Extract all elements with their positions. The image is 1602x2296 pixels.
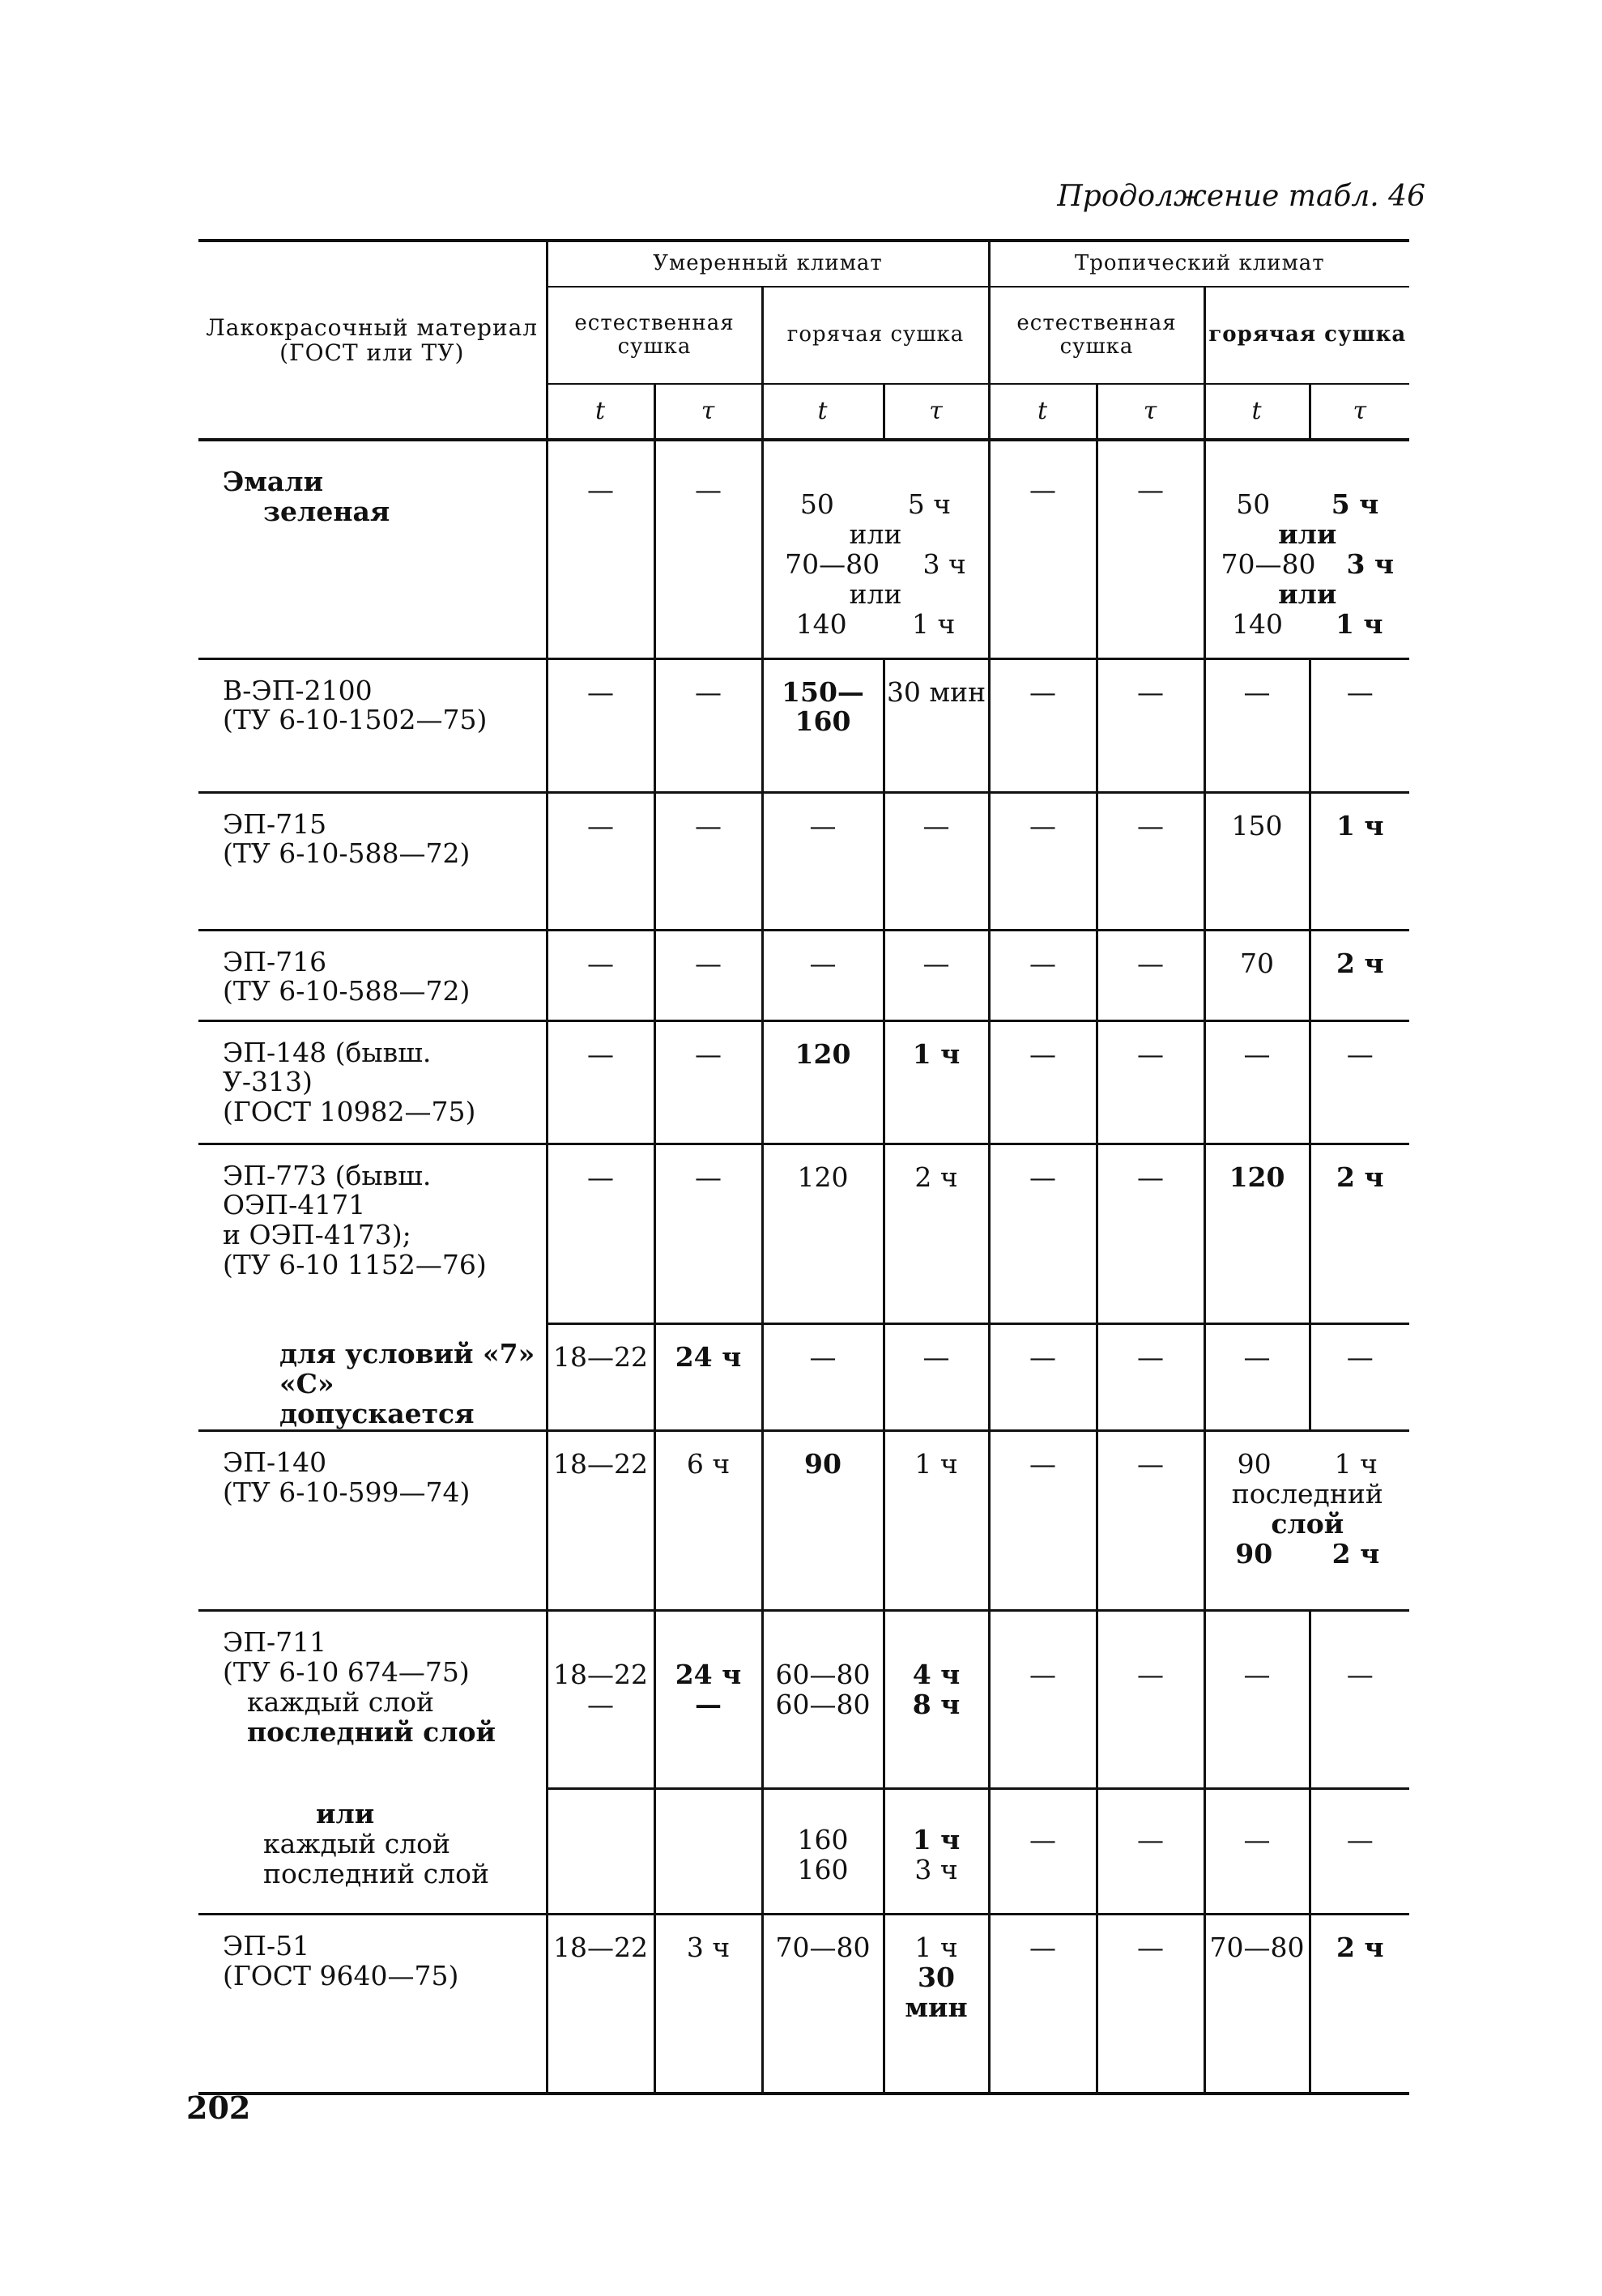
material-name: У-313)	[223, 1066, 313, 1098]
or-note: или	[849, 577, 902, 610]
table-row	[198, 1430, 1409, 1610]
table-row	[198, 1914, 1409, 2094]
cell: —	[547, 1144, 654, 1323]
cell: —	[989, 1788, 1097, 1914]
cell: 3 ч	[654, 1914, 762, 2094]
header-tau: τ	[654, 384, 762, 440]
cell: 140	[795, 607, 847, 640]
cell: 18—22	[547, 1430, 654, 1610]
cell: —	[1310, 1610, 1409, 1788]
cell: 18—22	[553, 1658, 648, 1690]
cell: —	[654, 658, 762, 792]
material-note: или	[316, 1798, 375, 1830]
cell: 90	[1235, 1537, 1273, 1570]
material-name: ОЭП-4171	[223, 1189, 366, 1221]
material-name: ЭП-773 (бывш.	[223, 1159, 432, 1191]
cell: 160	[797, 1823, 849, 1855]
header-tau: τ	[884, 384, 989, 440]
cell: —	[762, 930, 884, 1020]
cell: —	[989, 930, 1097, 1020]
cell: —	[989, 1610, 1097, 1788]
cell: —	[762, 792, 884, 930]
cell: —	[989, 440, 1097, 658]
cell: —	[654, 440, 762, 658]
material-name: (ГОСТ 9640—75)	[223, 1959, 459, 1991]
table-row	[198, 658, 1409, 792]
cell: —	[1097, 930, 1204, 1020]
cell: 6 ч	[654, 1430, 762, 1610]
cell: 140	[1232, 607, 1283, 640]
cell: —	[547, 930, 654, 1020]
layer-note: слой	[1271, 1507, 1344, 1540]
material-name: последний слой	[247, 1715, 496, 1748]
header-t: t	[989, 384, 1097, 440]
cell: —	[1097, 1788, 1204, 1914]
table-caption: Продолжение табл. 46	[1057, 180, 1425, 213]
material-name: (ТУ 6-10 674—75)	[223, 1655, 470, 1688]
cell: 1 ч	[912, 607, 956, 640]
cell: —	[1204, 1788, 1310, 1914]
cell: 1 ч	[1335, 607, 1383, 640]
material-name: (ТУ 6-10-599—74)	[223, 1476, 471, 1508]
cell: 120	[762, 1144, 884, 1323]
table-row	[198, 1610, 1409, 1788]
table-row	[198, 792, 1409, 930]
cell: 160	[797, 1853, 849, 1885]
table-row	[198, 1788, 1409, 1914]
material-name: (ГОСТ 10982—75)	[223, 1096, 476, 1128]
cell: 150	[1204, 792, 1310, 930]
material-name: (ТУ 6-10-588—72)	[223, 837, 471, 870]
cell: —	[547, 792, 654, 930]
material-note: для условий «7»	[279, 1338, 535, 1370]
cell: —	[1310, 658, 1409, 792]
cell: 70—80	[1221, 547, 1316, 580]
cell: —	[654, 792, 762, 930]
material-name: ЭП-51	[223, 1929, 310, 1962]
table-row	[198, 1020, 1409, 1144]
material-name: Эмали	[223, 466, 324, 497]
cell: —	[1097, 1020, 1204, 1144]
cell: 90	[1237, 1447, 1272, 1480]
cell: —	[1097, 1610, 1204, 1788]
header-material: Лакокрасочный материал (ГОСТ или ТУ)	[198, 241, 547, 440]
cell: 70	[1204, 930, 1310, 1020]
cell: —	[1204, 1020, 1310, 1144]
cell: —	[989, 658, 1097, 792]
cell: 5 ч	[907, 488, 952, 520]
cell: —	[1097, 440, 1204, 658]
cell: —	[884, 930, 989, 1020]
table-row	[198, 1323, 1409, 1430]
cell: —	[989, 1144, 1097, 1323]
cell: 2 ч	[1331, 1537, 1380, 1570]
cell: —	[884, 1323, 989, 1430]
cell: —	[989, 792, 1097, 930]
material-name: и ОЭП-4173);	[223, 1219, 411, 1251]
cell: 24 ч	[654, 1323, 762, 1430]
material-note: последний слой	[263, 1858, 489, 1890]
material-name: ЭП-715	[223, 807, 327, 840]
cell: —	[1097, 1323, 1204, 1430]
cell: —	[989, 1914, 1097, 2094]
cell: 18—22	[547, 1914, 654, 2094]
cell: 3 ч	[914, 1853, 958, 1885]
cell: 1 ч	[884, 1430, 989, 1610]
layer-note: последний	[1231, 1477, 1383, 1510]
or-note: или	[1278, 577, 1337, 610]
material-name: ЭП-711	[223, 1625, 327, 1658]
header-climate-moderate: Умеренный климат	[547, 241, 989, 287]
cell: —	[1204, 1610, 1310, 1788]
cell: —	[989, 1020, 1097, 1144]
material-name: каждый слой	[247, 1685, 435, 1718]
header-t: t	[1204, 384, 1310, 440]
cell: —	[1310, 1020, 1409, 1144]
cell: 1 ч	[914, 1931, 958, 1963]
cell: —	[1097, 1144, 1204, 1323]
cell: 2 ч	[884, 1144, 989, 1323]
cell: —	[654, 1020, 762, 1144]
cell: 50	[799, 488, 834, 520]
cell: —	[587, 1688, 614, 1720]
material-name: (ТУ 6-10-588—72)	[223, 975, 471, 1007]
header-hot-drying-moderate: горячая сушка	[762, 287, 989, 384]
cell: —	[654, 930, 762, 1020]
cell: 18—22	[547, 1323, 654, 1430]
cell: 2 ч	[1310, 1914, 1409, 2094]
cell: 1 ч	[1310, 792, 1409, 930]
header-hot-drying-tropical: горячая сушка	[1204, 287, 1409, 384]
cell: 90	[762, 1430, 884, 1610]
cell: 4 ч	[912, 1658, 961, 1690]
material-name: ЭП-716	[223, 945, 327, 978]
cell: 1 ч	[912, 1823, 961, 1855]
cell: 70—80	[762, 1914, 884, 2094]
material-name: В-ЭП-2100	[223, 674, 373, 706]
header-tau: τ	[1310, 384, 1409, 440]
table-row	[198, 930, 1409, 1020]
cell: 70—80	[785, 547, 880, 580]
drying-modes-table	[198, 239, 1409, 2095]
cell: —	[989, 1430, 1097, 1610]
table-row	[198, 1144, 1409, 1323]
or-note: или	[1278, 518, 1337, 550]
cell: 60—80	[775, 1688, 871, 1720]
header-climate-tropical: Тропический климат	[989, 241, 1409, 287]
cell: 150—160	[762, 658, 884, 792]
cell: 1 ч	[884, 1020, 989, 1144]
cell: 5 ч	[1331, 488, 1379, 520]
material-note: «С» допускается	[279, 1367, 475, 1429]
cell: —	[547, 1020, 654, 1144]
cell: —	[1097, 1430, 1204, 1610]
or-note: или	[849, 518, 902, 550]
cell: 2 ч	[1310, 1144, 1409, 1323]
cell: —	[1204, 658, 1310, 792]
header-tau: τ	[1097, 384, 1204, 440]
material-name: ЭП-140	[223, 1446, 327, 1478]
cell: —	[654, 1144, 762, 1323]
cell: —	[989, 1323, 1097, 1430]
cell: —	[762, 1323, 884, 1430]
table-row	[198, 440, 1409, 658]
cell: —	[1310, 1323, 1409, 1430]
header-t: t	[762, 384, 884, 440]
cell: —	[1097, 658, 1204, 792]
cell: —	[1310, 1788, 1409, 1914]
header-t: t	[547, 384, 654, 440]
material-name: зеленая	[263, 495, 390, 527]
header-natural-drying-moderate: естественная сушка	[547, 287, 762, 384]
cell: 8 ч	[912, 1688, 961, 1720]
cell: 3 ч	[1346, 547, 1395, 580]
material-name: (ТУ 6-10-1502—75)	[223, 704, 488, 736]
header-natural-drying-tropical: естественная сушка	[989, 287, 1204, 384]
cell: 120	[762, 1020, 884, 1144]
cell: —	[1097, 1914, 1204, 2094]
cell: —	[695, 1688, 722, 1720]
cell: —	[547, 658, 654, 792]
cell: —	[547, 440, 654, 658]
cell: 120	[1204, 1144, 1310, 1323]
cell: 3 ч	[922, 547, 966, 580]
cell: 60—80	[775, 1658, 871, 1690]
cell: —	[884, 792, 989, 930]
cell: 2 ч	[1310, 930, 1409, 1020]
cell: 1 ч	[1334, 1447, 1378, 1480]
cell: —	[1204, 1323, 1310, 1430]
cell: 24 ч	[675, 1658, 742, 1690]
page-number: 202	[186, 2089, 251, 2126]
cell: 50	[1236, 488, 1271, 520]
cell: —	[1097, 792, 1204, 930]
material-note: каждый слой	[263, 1828, 451, 1860]
material-name: (ТУ 6-10 1152—76)	[223, 1249, 487, 1281]
material-name: ЭП-148 (бывш.	[223, 1036, 432, 1068]
cell: 30 мин	[905, 1961, 968, 2023]
cell: 30 мин	[884, 658, 989, 792]
cell: 70—80	[1204, 1914, 1310, 2094]
